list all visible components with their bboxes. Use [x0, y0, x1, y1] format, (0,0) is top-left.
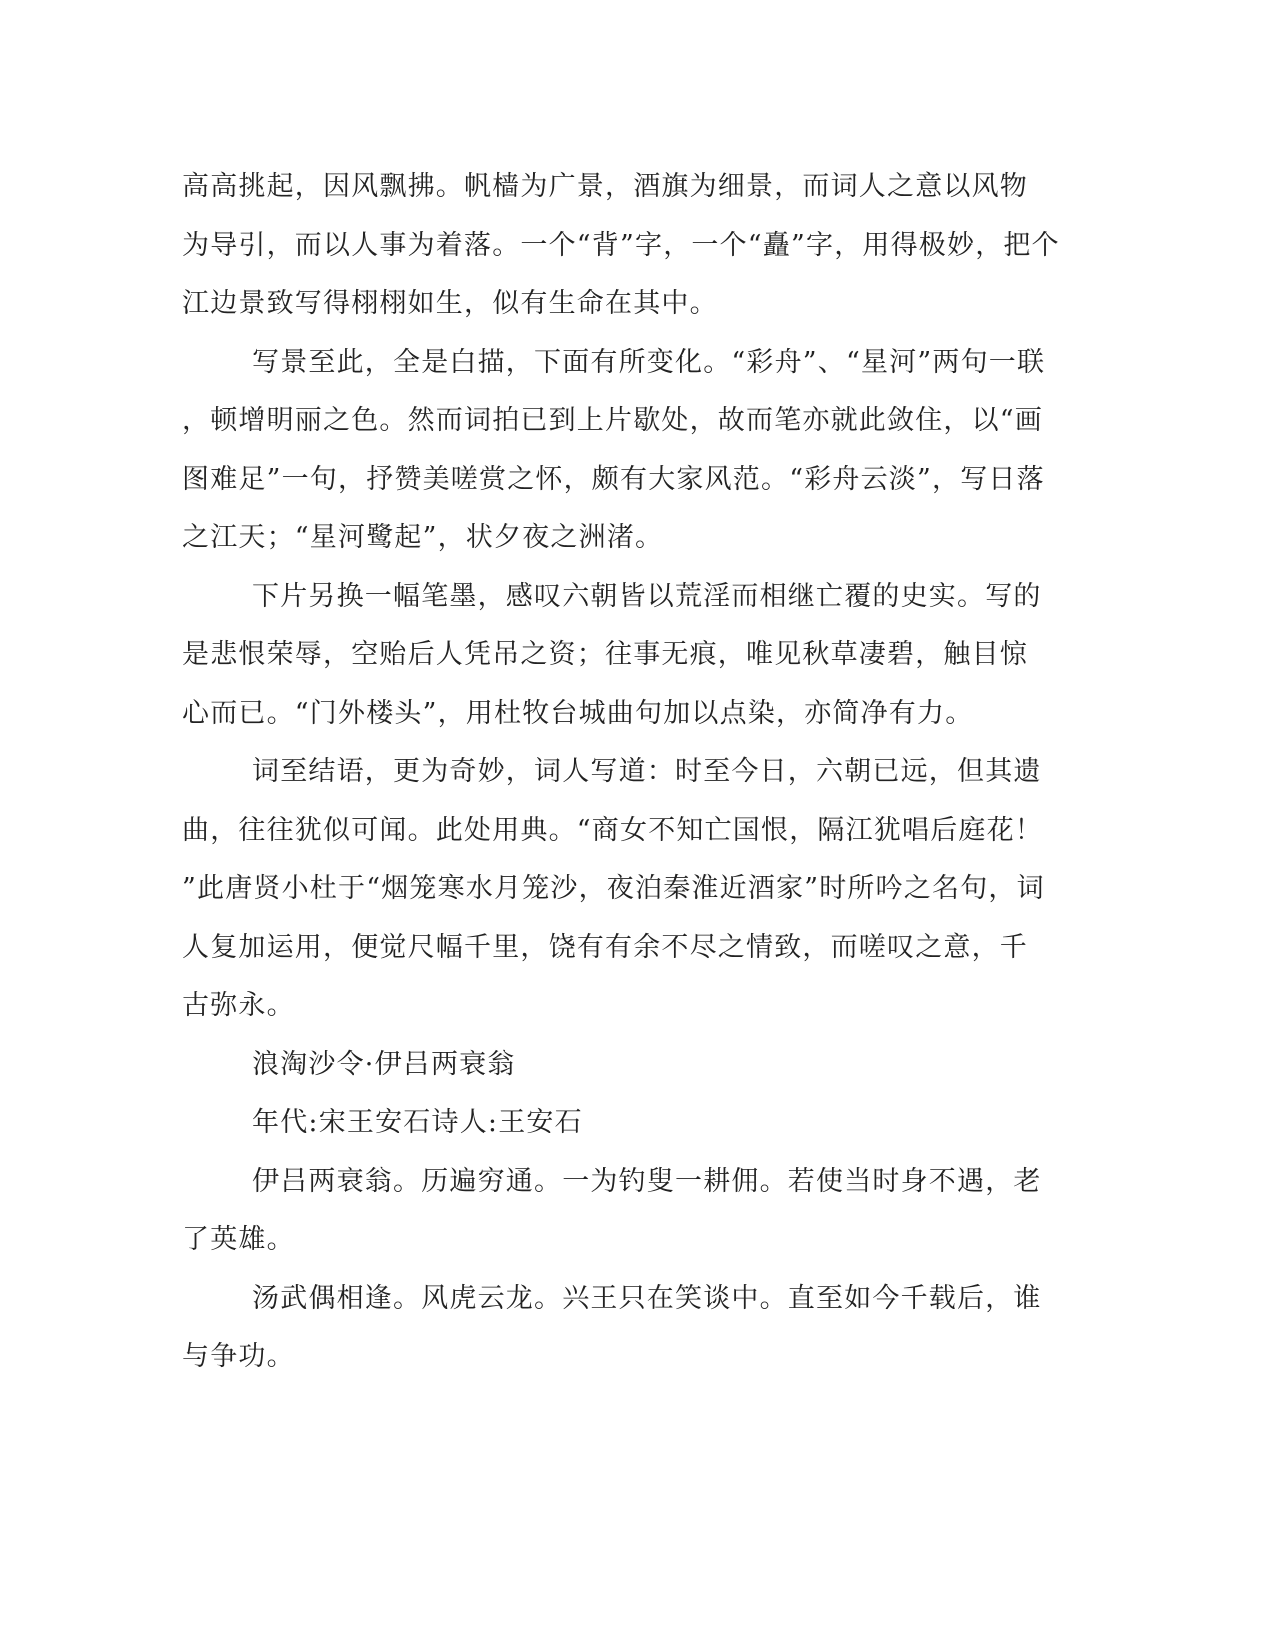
text-line: 为导引，而以人事为着落。一个“背”字，一个“矗”字，用得极妙，把个 [182, 229, 1060, 261]
text-line: 汤武偶相逢。风虎云龙。兴王只在笑谈中。直至如今千载后，谁 [252, 1282, 1042, 1314]
text-line: 下片另换一幅笔墨，感叹六朝皆以荒淫而相继亡覆的史实。写的 [252, 580, 1042, 612]
text-line: ”此唐贤小杜于“烟笼寒水月笼沙，夜泊秦淮近酒家”时所吟之名句，词 [182, 873, 1045, 904]
text-line: 江边景致写得栩栩如生，似有生命在其中。 [182, 288, 718, 319]
text-line: 高高挑起，因风飘拂。帆樯为广景，酒旗为细景，而词人之意以风物 [182, 171, 1028, 202]
text-line: 古弥永。 [182, 990, 295, 1021]
text-line: 图难足”一句，抒赞美嗟赏之怀，颇有大家风范。“彩舟云淡”，写日落 [182, 463, 1045, 495]
text-line: 之江天；“星河鹭起”，状夕夜之洲渚。 [182, 522, 664, 553]
text-line: 曲，往往犹似可闻。此处用典。“商女不知亡国恨，隔江犹唱后庭花！ [182, 814, 1044, 846]
text-line: 与争功。 [182, 1341, 295, 1372]
text-line: 是悲恨荣辱，空贻后人凭吊之资；往事无痕，唯见秋草凄碧，触目惊 [182, 639, 1028, 670]
text-line: ，顿增明丽之色。然而词拍已到上片歇处，故而笔亦就此敛住，以“画 [182, 405, 1044, 436]
document-body [182, 158, 1060, 1387]
text-line: 了英雄。 [182, 1224, 295, 1255]
poem-title: 浪淘沙令·伊吕两衰翁 [252, 1048, 516, 1080]
text-line: 伊吕两衰翁。历遍穷通。一为钓叟一耕佣。若使当时身不遇，老 [252, 1165, 1042, 1197]
poem-author-line: 年代:宋王安石诗人:王安石 [252, 1107, 583, 1138]
text-line: 写景至此，全是白描，下面有所变化。“彩舟”、“星河”两句一联 [252, 346, 1046, 378]
text-line: 心而已。“门外楼头”，用杜牧台城曲句加以点染，亦简净有力。 [182, 697, 974, 729]
text-line: 人复加运用，便觉尺幅千里，饶有有余不尽之情致，而嗟叹之意，千 [182, 931, 1028, 963]
text-line: 词至结语，更为奇妙，词人写道：时至今日，六朝已远，但其遗 [252, 756, 1042, 787]
